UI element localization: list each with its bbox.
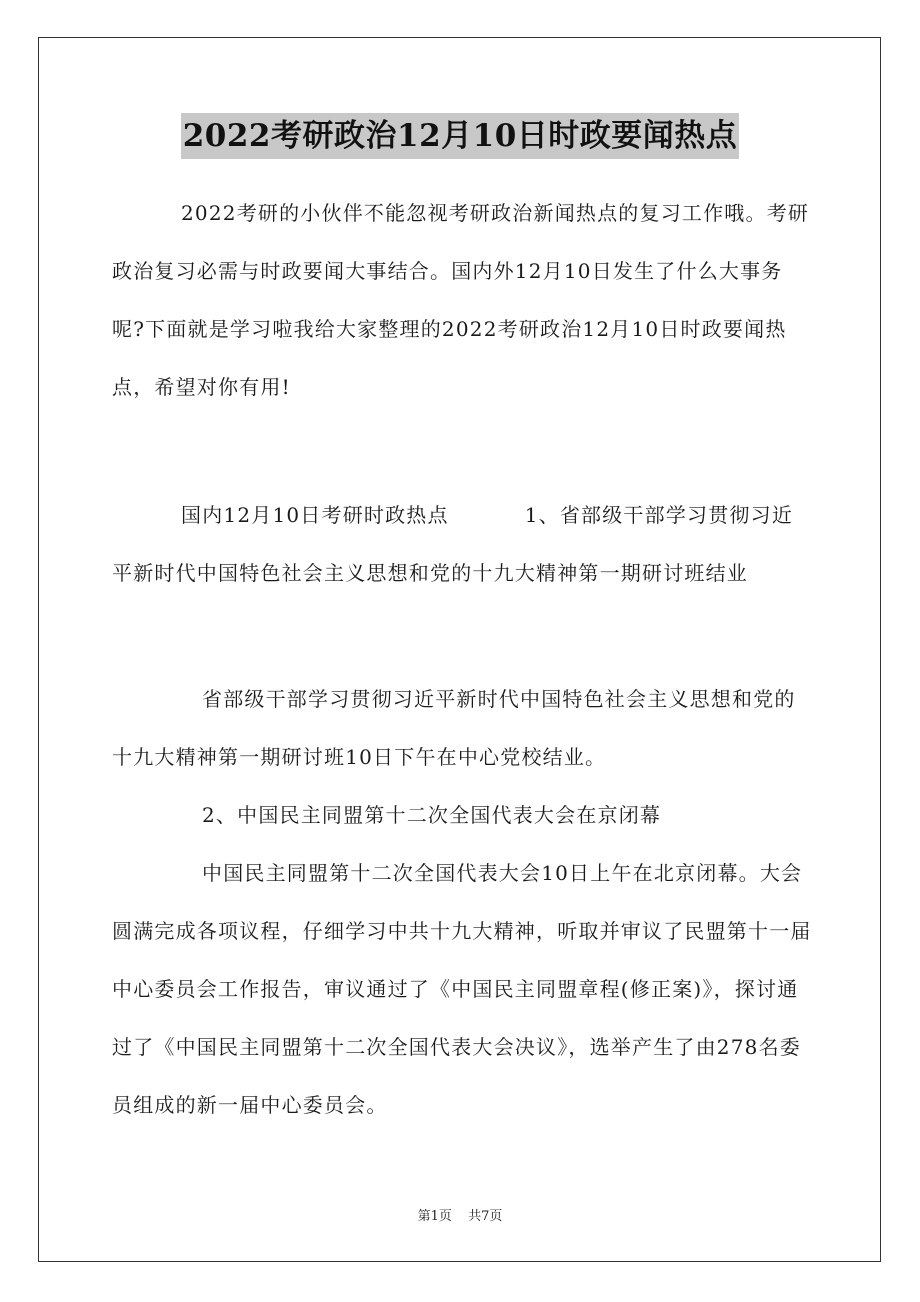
item2-title-paragraph: 2、中国民主同盟第十二次全国代表大会在京闭幕 xyxy=(202,803,662,827)
page-footer xyxy=(0,1205,920,1224)
item1-title: 1、省部级干部学习贯彻习近平新时代中国特色社会主义思想和党的十九大精神第一期研讨班结业 xyxy=(112,503,794,585)
page-number-current: 第1页 xyxy=(417,1209,452,1224)
intro-paragraph: 2022考研的小伙伴不能忽视考研政治新闻热点的复习工作哦。考研政治复习必需与时政要闻大事结合。国内外12月10日发生了什么大事务呢?下面就是学习啦我给大家整理的2022考研政治12月10日时政要闻热点，希望对你有用! xyxy=(112,201,810,399)
title-container xyxy=(0,113,920,159)
page-number-total: 共7页 xyxy=(468,1209,503,1224)
item1-body-paragraph: 省部级干部学习贯彻习近平新时代中国特色社会主义思想和党的十九大精神第一期研讨班10日下午在中心党校结业。 xyxy=(112,687,796,769)
section-paragraph xyxy=(112,486,812,602)
document-title: 2022考研政治12月10日时政要闻热点 xyxy=(181,113,740,159)
item2-body-paragraph: 中国民主同盟第十二次全国代表大会10日上午在北京闭幕。大会圆满完成各项议程，仔细学习中共十九大精神，听取并审议了民盟第十一届中心委员会工作报告，审议通过了《中国民主同盟章程(修正案)》，探讨通过了《中国民主同盟第十二次全国代表大会决议》，选举产生了由278名委员组成的新一届中心委员会。 xyxy=(112,861,812,1117)
section-heading: 国内12月10日考研时政热点 xyxy=(181,503,449,527)
